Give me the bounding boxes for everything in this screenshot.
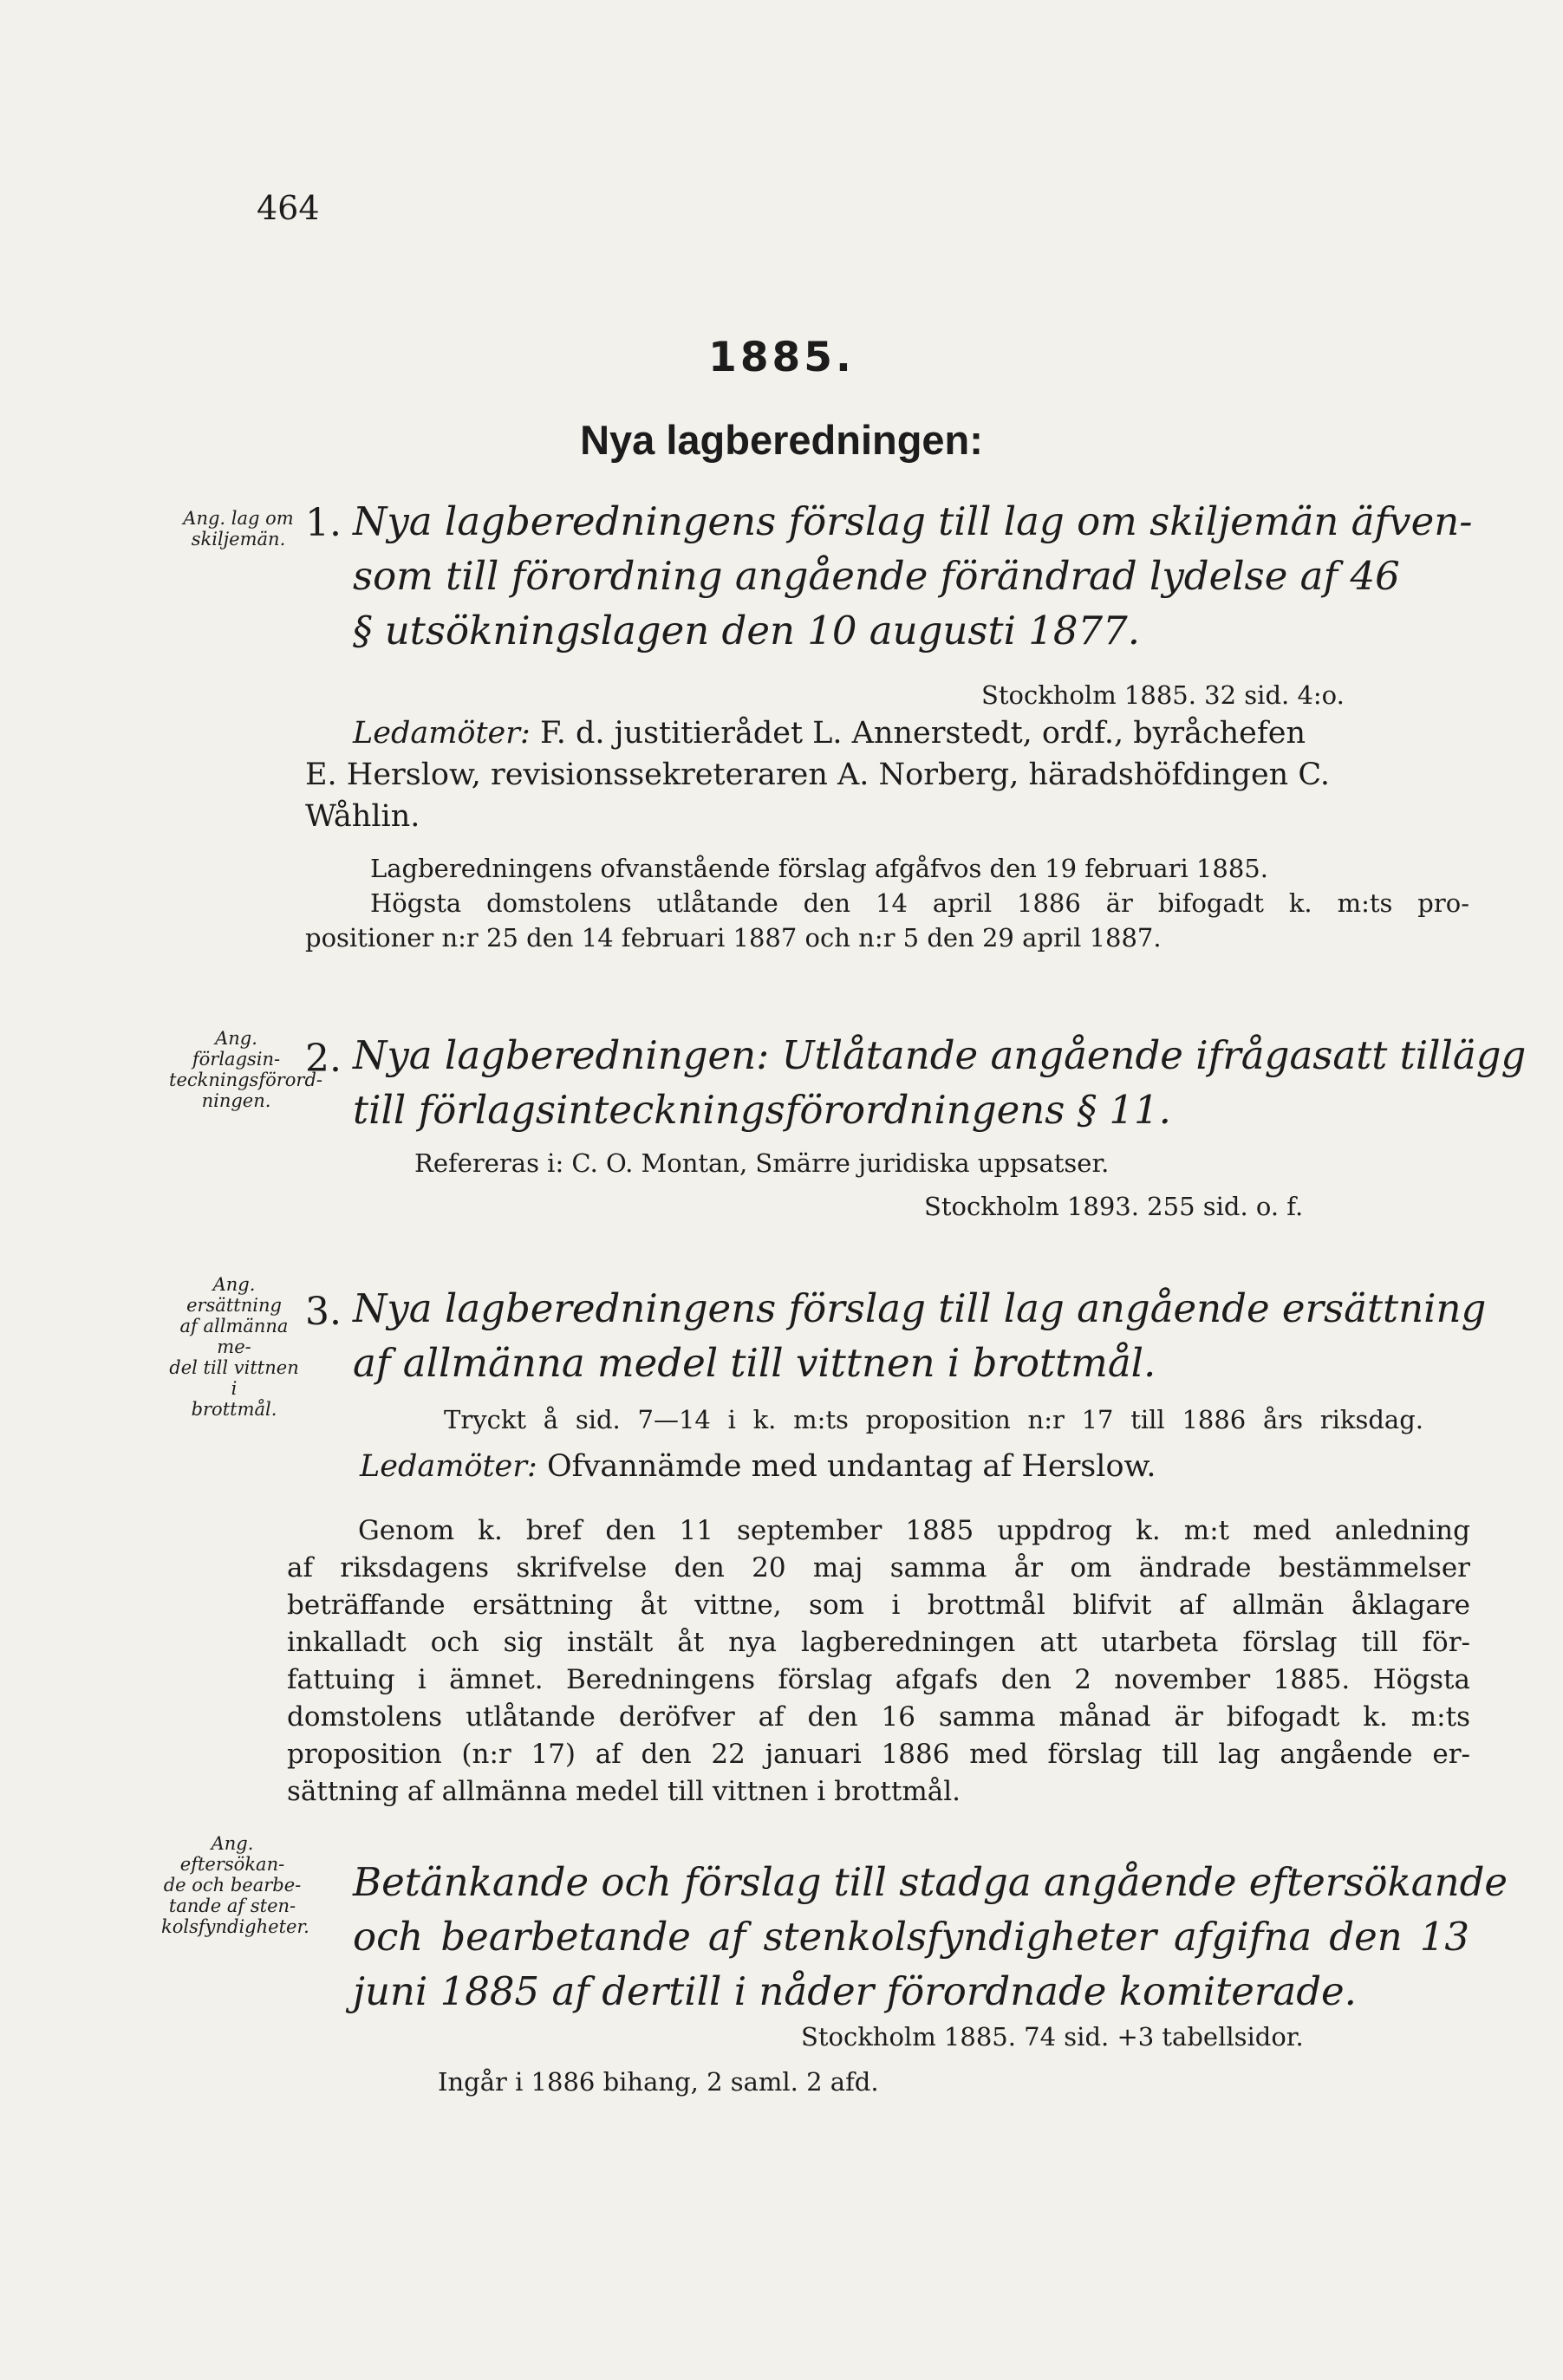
margin-line: Ang. ersättning: [186, 1274, 282, 1316]
members-label: Ledamöter:: [353, 716, 531, 751]
notes-1: [305, 851, 1469, 955]
margin-line: tande af sten-: [168, 1896, 296, 1916]
entry-number-2: 2.: [305, 1037, 342, 1081]
title-line: som till förordning angående förändrad lydelse af 46: [353, 553, 1400, 599]
title-line: § utsökningslagen den 10 augusti 1877.: [353, 608, 1141, 654]
members-1: [353, 712, 1469, 754]
body-text-3: [287, 1512, 1470, 1811]
margin-line: Ang. eftersökan-: [179, 1833, 285, 1875]
imprint-4: Stockholm 1885. 74 sid. +3 tabellsidor.: [801, 2022, 1304, 2052]
note-line: Lagberedningens ofvanstående förslag afgåfvos den 19 februari 1885.: [370, 854, 1268, 883]
members-line: Wåhlin.: [305, 799, 420, 834]
note-line: positioner n:r 25 den 14 februari 1887 och n:r 5 den 29 april 1887.: [305, 923, 1162, 953]
entry-number-1: 1.: [305, 501, 342, 545]
margin-line: de och bearbe-: [163, 1875, 302, 1896]
margin-line: skiljemän.: [191, 529, 286, 549]
margin-note-3: [165, 1274, 303, 1420]
page-number: 464: [257, 189, 320, 227]
members-1-cont: [305, 754, 1469, 837]
imprint-2: Stockholm 1893. 255 sid. o. f.: [924, 1192, 1304, 1221]
margin-line: af allmänna me-: [179, 1316, 289, 1357]
entry-title-2: [353, 1028, 1527, 1137]
members-line: F. d. justitierådet L. Annerstedt, ordf., byråchefen: [539, 716, 1306, 751]
reference-2: Refereras i: C. O. Montan, Smärre juridiska uppsatser.: [414, 1148, 1110, 1178]
body-line: af riksdagens skrifvelse den 20 maj samma år om ändrade bestämmelser: [287, 1552, 1470, 1583]
margin-line: brottmål.: [191, 1399, 277, 1420]
margin-note-2: [169, 1028, 323, 1111]
year-heading: 1885.: [708, 334, 855, 381]
members-label: Ledamöter:: [360, 1449, 537, 1484]
margin-line: teckningsförord-: [169, 1070, 323, 1090]
members-text: Ofvannämde med undantag af Herslow.: [546, 1449, 1156, 1484]
body-line: sättning af allmänna medel till vittnen i brottmål.: [287, 1776, 961, 1807]
entry-title-4: [353, 1855, 1508, 2019]
title-line: Nya lagberedningen: Utlåtande angående ifrågasatt tillägg: [353, 1032, 1527, 1078]
title-line: af allmänna medel till vittnen i brottmål.: [353, 1340, 1156, 1386]
margin-note-1: [178, 508, 299, 549]
entry-title-3: [353, 1281, 1487, 1390]
entry-number-3: 3.: [305, 1290, 342, 1334]
margin-line: Ang. förlagsin-: [192, 1028, 281, 1070]
margin-line: kolsfyndigheter.: [161, 1916, 309, 1937]
title-line: Nya lagberedningens förslag till lag om skiljemän äfven-: [353, 498, 1473, 544]
body-line: Genom k. bref den 11 september 1885 uppdrog k. m:t med anledning: [358, 1515, 1470, 1546]
members-3: [360, 1446, 1156, 1487]
note-4: Ingår i 1886 bihang, 2 saml. 2 afd.: [438, 2067, 879, 2097]
margin-line: Ang. lag om: [183, 508, 294, 529]
body-line: fattuing i ämnet. Beredningens förslag afgafs den 2 november 1885. Högsta: [287, 1664, 1470, 1695]
margin-note-4: [161, 1833, 309, 1937]
title-line: juni 1885 af dertill i nåder förordnade komiterade.: [353, 1968, 1357, 2014]
body-line: proposition (n:r 17) af den 22 januari 1886 med förslag till lag angående er-: [287, 1739, 1470, 1770]
note-line: Högsta domstolens utlåtande den 14 april 1886 är bifogadt k. m:ts pro-: [370, 888, 1469, 918]
body-line: inkalladt och sig instält åt nya lagberedningen att utarbeta förslag till för-: [287, 1627, 1470, 1658]
members-line: E. Herslow, revisionssekreteraren A. Norberg, häradshöfdingen C.: [305, 758, 1330, 792]
title-line: Nya lagberedningens förslag till lag angående ersättning: [353, 1285, 1487, 1331]
body-line: beträffande ersättning åt vittne, som i brottmål blifvit af allmän åklagare: [287, 1590, 1470, 1621]
section-heading: Nya lagberedningen:: [580, 417, 983, 463]
title-line: Betänkande och förslag till stadga angående eftersökande: [353, 1859, 1508, 1905]
printed-note-3: [444, 1402, 1423, 1437]
entry-title-1: [353, 494, 1473, 658]
body-line: domstolens utlåtande deröfver af den 16 samma månad är bifogadt k. m:ts: [287, 1701, 1470, 1733]
imprint-1: Stockholm 1885. 32 sid. 4:o.: [981, 680, 1345, 710]
title-line: och bearbetande af stenkolsfyndigheter afgifna den 13: [353, 1914, 1469, 1960]
margin-line: del till vittnen i: [169, 1357, 299, 1399]
margin-line: ningen.: [201, 1090, 271, 1111]
printed-line: Tryckt å sid. 7—14 i k. m:ts proposition n:r 17 till 1886 års riksdag.: [444, 1405, 1423, 1434]
title-line: till förlagsinteckningsförordningens § 11.: [353, 1087, 1171, 1133]
